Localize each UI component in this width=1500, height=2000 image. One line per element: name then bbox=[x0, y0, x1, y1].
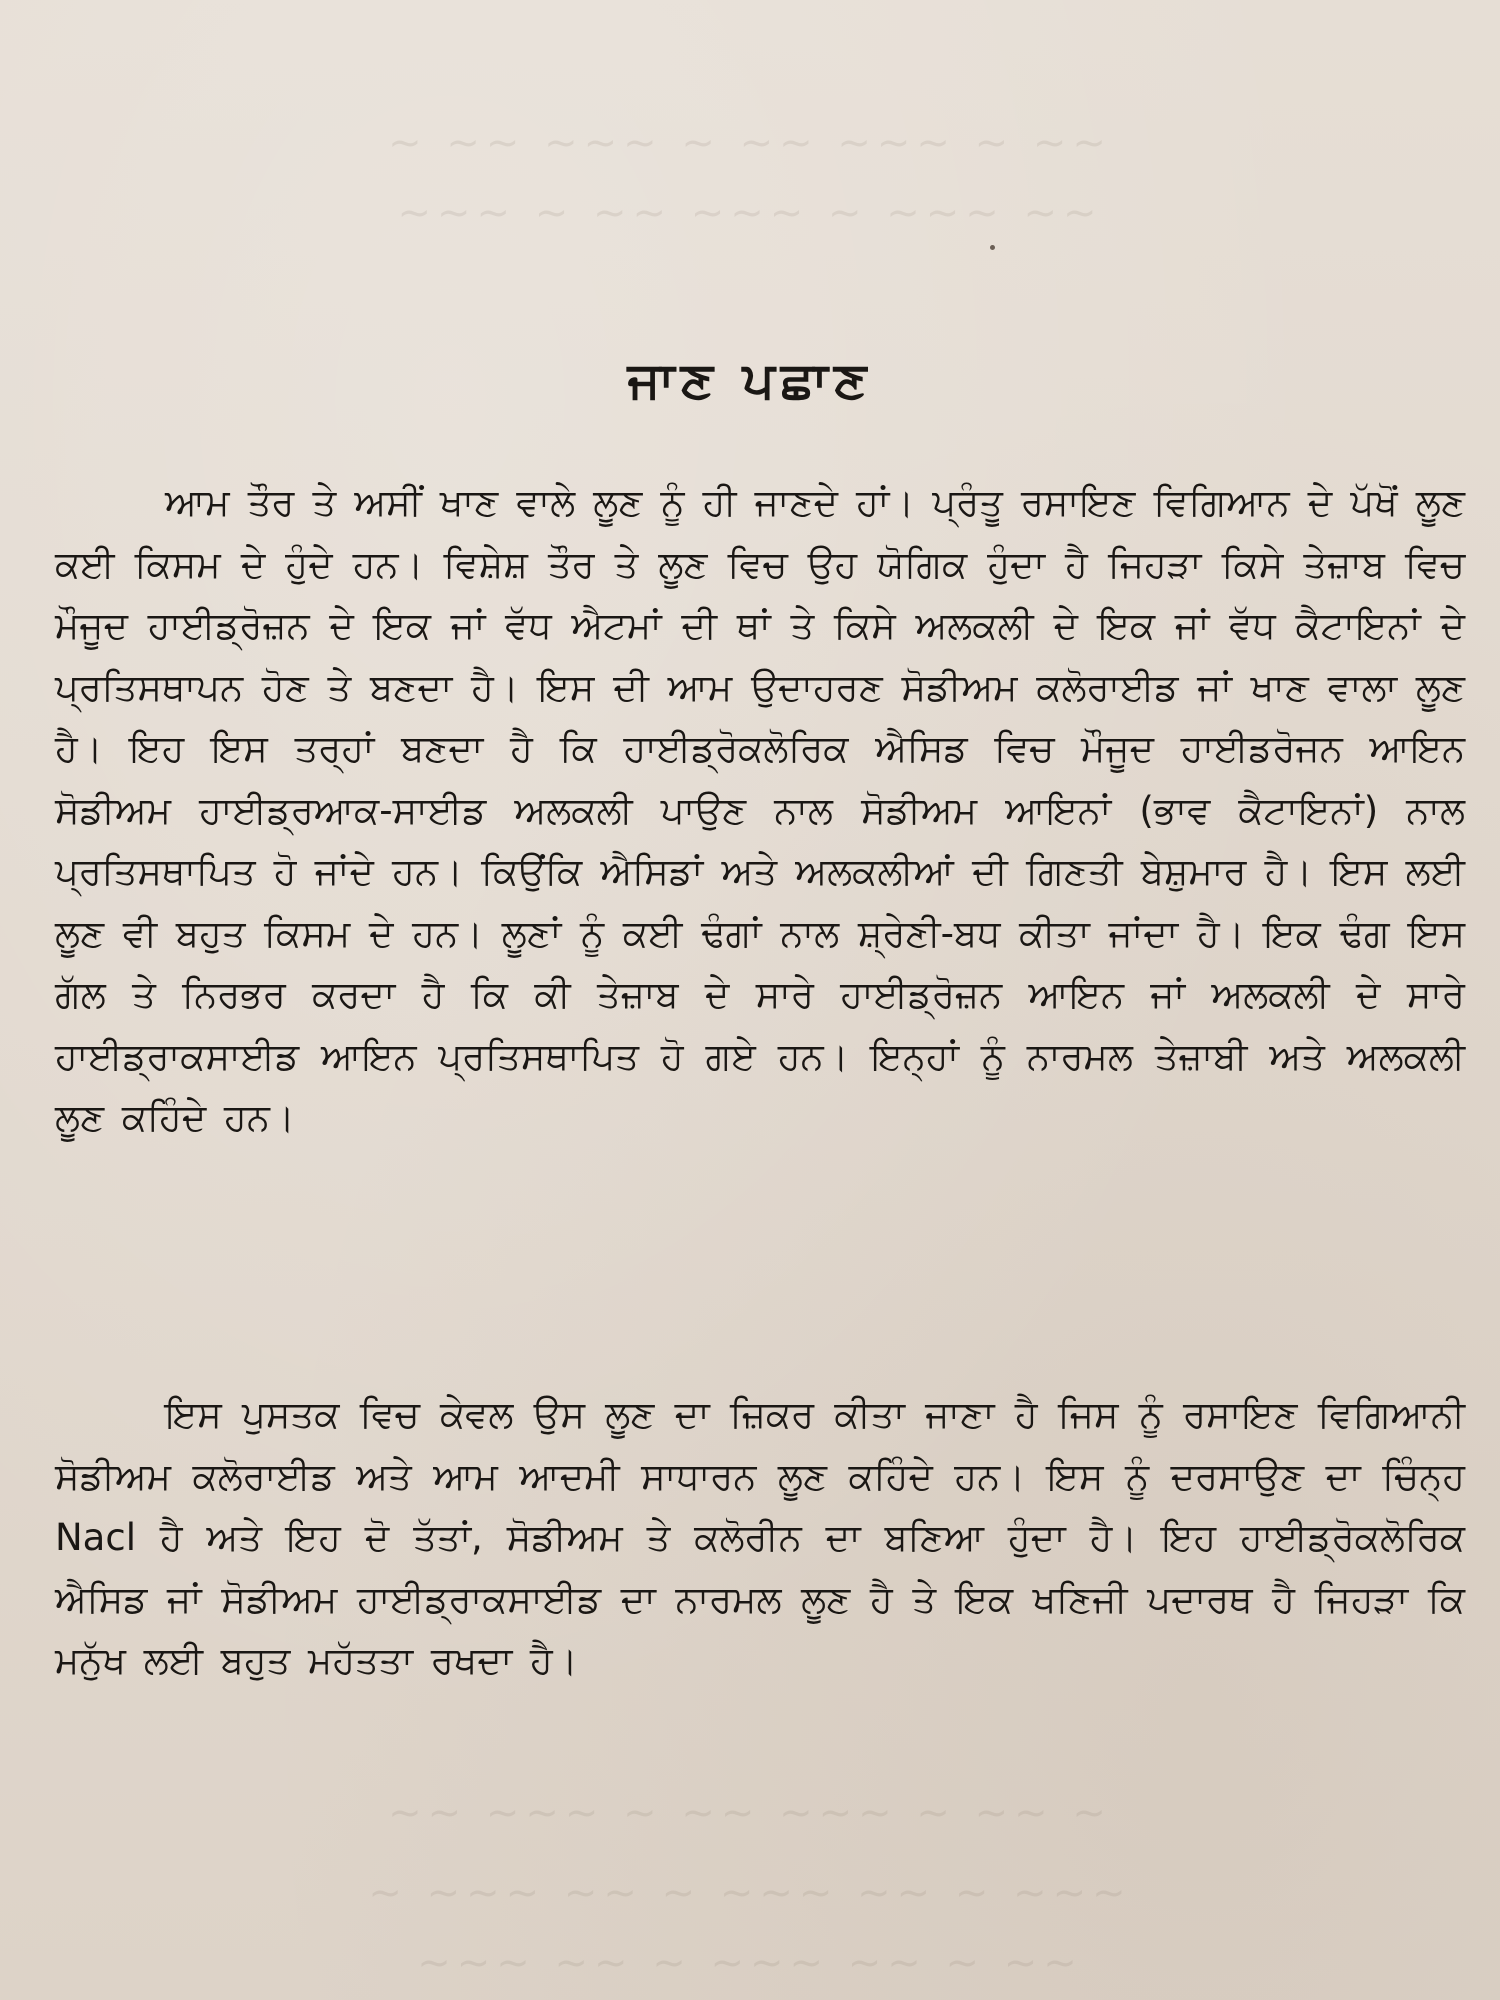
ink-speck bbox=[990, 245, 995, 250]
bleed-through-bottom-3: ~~~ ~~ ~ ~~~ ~~ ~ ~~ bbox=[417, 1940, 1083, 1986]
bleed-through-bottom: ~~ ~~~ ~ ~~ ~~~ ~ ~~ ~ bbox=[388, 1790, 1112, 1836]
page-title: ਜਾਣ ਪਛਾਣ bbox=[627, 351, 873, 409]
bleed-through-top: ~ ~~ ~~~ ~ ~~ ~~~ ~ ~~ bbox=[388, 120, 1112, 166]
bleed-through-top-2: ~~~ ~ ~~ ~~~ ~ ~~~ ~~ bbox=[397, 190, 1103, 236]
bleed-through-bottom-2: ~ ~~~ ~~ ~ ~~~ ~~ ~ ~~~ bbox=[368, 1870, 1132, 1916]
paragraph-2: ਇਸ ਪੁਸਤਕ ਵਿਚ ਕੇਵਲ ਉਸ ਲੂਣ ਦਾ ਜ਼ਿਕਰ ਕੀਤਾ ਜਾਣਾ ਹੈ ਜਿਸ ਨੂੰ ਰਸਾਇਣ ਵਿਗਿਆਨੀ ਸੋਡੀਅਮ ਕਲੋਰਾਈਡ ਅਤੇ ਆਮ ਆਦਮੀ ਸਾਧਾਰਨ ਲੂਣ ਕਹਿੰਦੇ ਹਨ। ਇਸ ਨੂੰ ਦਰਸਾਉਣ ਦਾ ਚਿੰਨ੍ਹ Nacl ਹੈ ਅਤੇ ਇਹ ਦੋ ਤੱਤਾਂ, ਸੋਡੀਅਮ ਤੇ ਕਲੋਰੀਨ ਦਾ ਬਣਿਆ ਹੁੰਦਾ ਹੈ। ਇਹ ਹਾਈਡ੍ਰੋਕਲੋਰਿਕ ਐਸਿਡ ਜਾਂ ਸੋਡੀਅਮ ਹਾਈਡ੍ਰਾਕਸਾਈਡ ਦਾ ਨਾਰਮਲ ਲੂਣ ਹੈ ਤੇ ਇਕ ਖਣਿਜੀ ਪਦਾਰਥ ਹੈ ਜਿਹੜਾ ਕਿ ਮਨੁੱਖ ਲਈ ਬਹੁਤ ਮਹੱਤਤਾ ਰਖਦਾ ਹੈ। bbox=[55, 1393, 1465, 1682]
paragraph-1: ਆਮ ਤੌਰ ਤੇ ਅਸੀਂ ਖਾਣ ਵਾਲੇ ਲੂਣ ਨੂੰ ਹੀ ਜਾਣਦੇ ਹਾਂ। ਪ੍ਰੰਤੂ ਰਸਾਇਣ ਵਿਗਿਆਨ ਦੇ ਪੱਖੋਂ ਲੂਣ ਕਈ ਕਿਸਮ ਦੇ ਹੁੰਦੇ ਹਨ। ਵਿਸ਼ੇਸ਼ ਤੌਰ ਤੇ ਲੂਣ ਵਿਚ ਉਹ ਯੋਗਿਕ ਹੁੰਦਾ ਹੈ ਜਿਹੜਾ ਕਿਸੇ ਤੇਜ਼ਾਬ ਵਿਚ ਮੌਜੂਦ ਹਾਈਡ੍ਰੋਜ਼ਨ ਦੇ ਇਕ ਜਾਂ ਵੱਧ ਐਟਮਾਂ ਦੀ ਥਾਂ ਤੇ ਕਿਸੇ ਅਲਕਲੀ ਦੇ ਇਕ ਜਾਂ ਵੱਧ ਕੈਟਾਇਨਾਂ ਦੇ ਪ੍ਰਤਿਸਥਾਪਨ ਹੋਣ ਤੇ ਬਣਦਾ ਹੈ। ਇਸ ਦੀ ਆਮ ਉਦਾਹਰਣ ਸੋਡੀਅਮ ਕਲੋਰਾਈਡ ਜਾਂ ਖਾਣ ਵਾਲਾ ਲੂਣ ਹੈ। ਇਹ ਇਸ ਤਰ੍ਹਾਂ ਬਣਦਾ ਹੈ ਕਿ ਹਾਈਡ੍ਰੋਕਲੋਰਿਕ ਐਸਿਡ ਵਿਚ ਮੌਜੂਦ ਹਾਈਡਰੋਜਨ ਆਇਨ ਸੋਡੀਅਮ ਹਾਈਡ੍ਰਆਕ-ਸਾਈਡ ਅਲਕਲੀ ਪਾਉਣ ਨਾਲ ਸੋਡੀਅਮ ਆਇਨਾਂ (ਭਾਵ ਕੈਟਾਇਨਾਂ) ਨਾਲ ਪ੍ਰਤਿਸਥਾਪਿਤ ਹੋ ਜਾਂਦੇ ਹਨ। ਕਿਉਂਕਿ ਐਸਿਡਾਂ ਅਤੇ ਅਲਕਲੀਆਂ ਦੀ ਗਿਣਤੀ ਬੇਸ਼ੁਮਾਰ ਹੈ। ਇਸ ਲਈ ਲੂਣ ਵੀ ਬਹੁਤ ਕਿਸਮ ਦੇ ਹਨ। ਲੂਣਾਂ ਨੂੰ ਕਈ ਢੰਗਾਂ ਨਾਲ ਸ਼੍ਰੇਣੀ-ਬਧ ਕੀਤਾ ਜਾਂਦਾ ਹੈ। ਇਕ ਢੰਗ ਇਸ ਗੱਲ ਤੇ ਨਿਰਭਰ ਕਰਦਾ ਹੈ ਕਿ ਕੀ ਤੇਜ਼ਾਬ ਦੇ ਸਾਰੇ ਹਾਈਡ੍ਰੋਜ਼ਨ ਆਇਨ ਜਾਂ ਅਲਕਲੀ ਦੇ ਸਾਰੇ ਹਾਈਡ੍ਰਾਕਸਾਈਡ ਆਇਨ ਪ੍ਰਤਿਸਥਾਪਿਤ ਹੋ ਗਏ ਹਨ। ਇਨ੍ਹਾਂ ਨੂੰ ਨਾਰਮਲ ਤੇਜ਼ਾਬੀ ਅਤੇ ਅਲਕਲੀ ਲੂਣ ਕਹਿੰਦੇ ਹਨ। bbox=[55, 481, 1465, 1139]
